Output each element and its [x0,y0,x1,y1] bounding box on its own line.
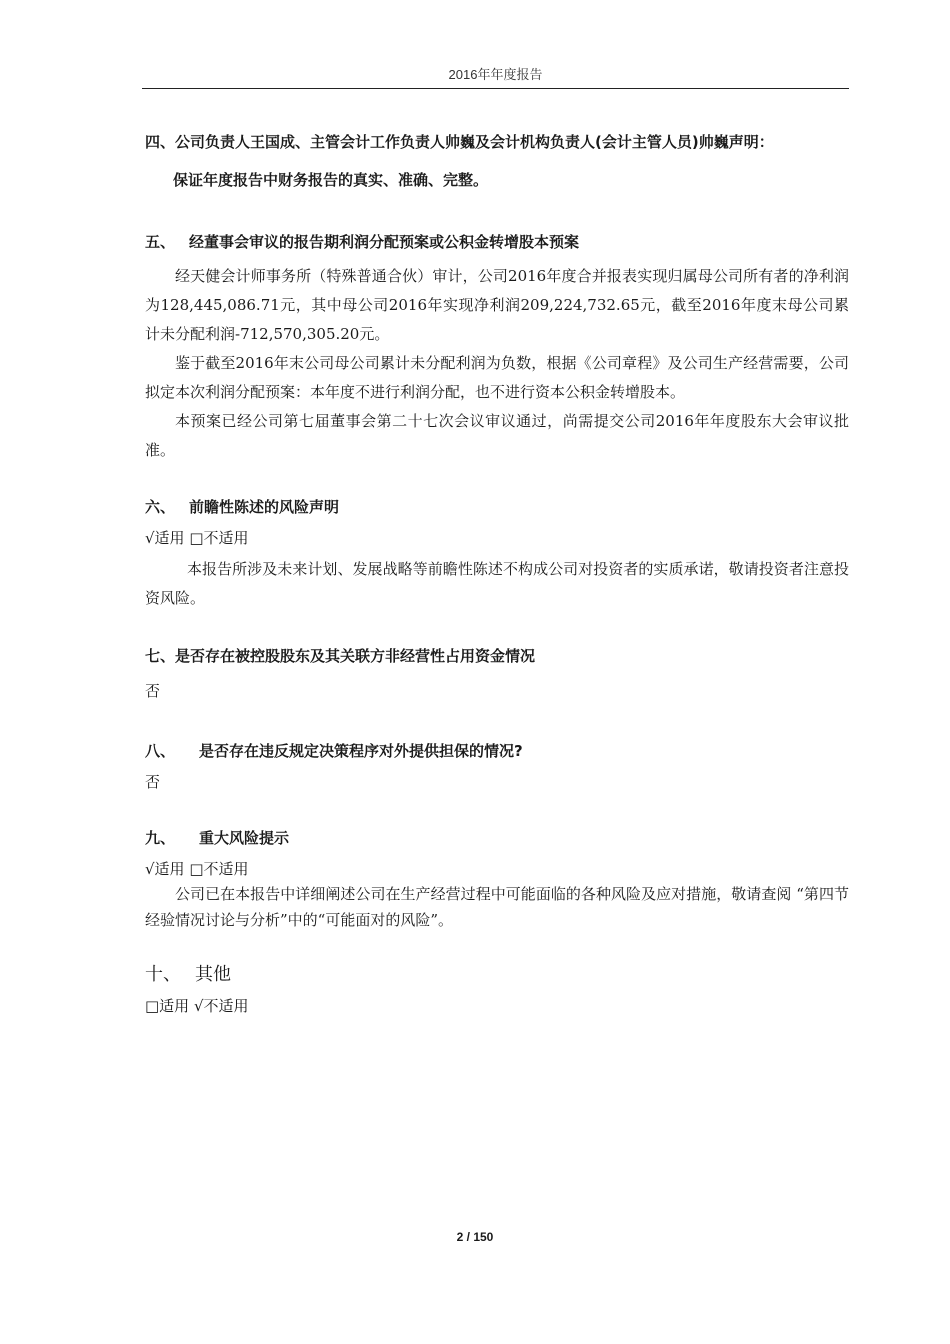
section-10-title: 其他 [195,964,231,985]
section-10-applicability: □适用 √不适用 [145,997,249,1015]
section-5-paragraph-2: 鉴于截至2016年末公司母公司累计未分配利润为负数，根据《公司章程》及公司生产经营需要，公司拟定本次利润分配预案：本年度不进行利润分配，也不进行资本公积金转增股本。 [145,354,849,401]
section-9-title: 重大风险提示 [199,829,290,847]
section-9-heading [145,827,849,849]
section-6-heading [145,496,849,518]
page-number: 2 / 150 [456,1230,494,1244]
header-divider [142,88,849,89]
section-6-title: 前瞻性陈述的风险声明 [189,498,340,516]
section-9-applicability: √适用 □不适用 [145,860,249,878]
section-5-number: 五、 [145,233,176,251]
section-4-heading: 四、公司负责人王国成、主管会计工作负责人帅巍及会计机构负责人(会计主管人员)帅巍声明： [145,133,774,151]
section-5-title: 经董事会审议的报告期利润分配预案或公积金转增股本预案 [189,233,580,251]
section-6-applicability: √适用 □不适用 [145,529,249,547]
section-5-paragraph-1: 经天健会计师事务所（特殊普通合伙）审计，公司2016年度合并报表实现归属母公司所有者的净利润为128,445,086.71元，其中母公司2016年实现净利润209,224,732.65元，截至2016年度末母公司累计未分配利润-712,570,305.20元。 [145,267,849,343]
section-9-number: 九、 [145,829,176,847]
section-6-number: 六、 [145,498,176,516]
section-7-answer: 否 [145,682,161,700]
section-7-heading: 七、是否存在被控股股东及其关联方非经营性占用资金情况 [145,647,536,665]
section-9-paragraph: 公司已在本报告中详细阐述公司在生产经营过程中可能面临的各种风险及应对措施，敬请查阅 “第四节经验情况讨论与分析”中的“可能面对的风险”。 [145,885,849,929]
section-8-heading [145,740,849,762]
section-8-title: 是否存在违反规定决策程序对外提供担保的情况? [199,742,523,760]
section-8-number: 八、 [145,742,176,760]
section-10-number: 十、 [145,964,181,985]
section-8-answer: 否 [145,773,161,791]
section-5-heading [145,231,849,253]
section-5-paragraph-3: 本预案已经公司第七届董事会第二十七次会议审议通过，尚需提交公司2016年年度股东大会审议批准。 [145,412,849,459]
page-header-title: 2016年年度报告 [448,67,543,82]
section-6-paragraph: 本报告所涉及未来计划、发展战略等前瞻性陈述不构成公司对投资者的实质承诺，敬请投资者注意投资风险。 [145,560,849,607]
section-10-heading [145,963,849,987]
section-4-statement: 保证年度报告中财务报告的真实、准确、完整。 [173,171,489,189]
